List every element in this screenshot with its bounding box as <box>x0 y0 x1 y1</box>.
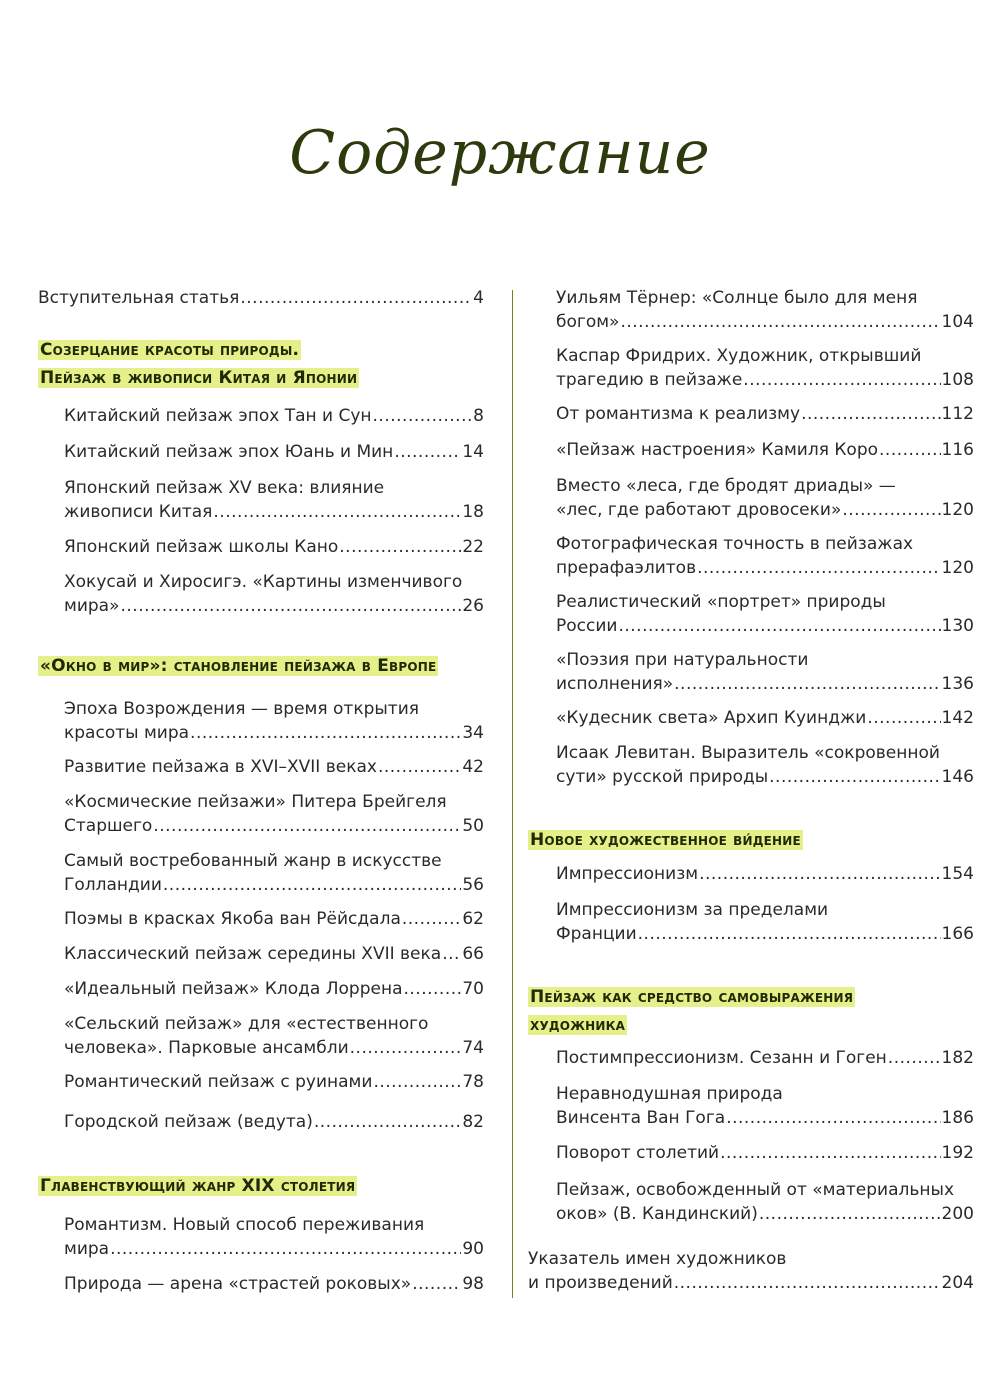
section-heading: Главенствующий жанр XIX столетия <box>40 1176 356 1196</box>
entry-title: «Пейзаж настроения» Камиля Коро <box>556 440 879 460</box>
toc-entry[interactable] <box>64 1110 484 1134</box>
dot-leader <box>394 440 461 464</box>
dot-leader <box>638 922 941 946</box>
entry-title: Неравнодушная природа <box>556 1084 783 1104</box>
entry-title: Романтизм. Новый способ переживания <box>64 1215 425 1235</box>
dot-leader <box>879 438 941 462</box>
entry-title: Городской пейзаж (ведута) <box>64 1112 313 1132</box>
entry-title: Природа — арена «страстей роковых» <box>64 1274 412 1294</box>
entry-title: Китайский пейзаж эпох Юань и Мин <box>64 442 394 462</box>
page-number: 50 <box>462 816 484 836</box>
toc-entry[interactable] <box>64 404 484 428</box>
entry-title: Постимпрессионизм. Сезанн и Гоген <box>556 1048 887 1068</box>
entry-title: Каспар Фридрих. Художник, открывший <box>556 346 922 366</box>
entry-title: «Идеальный пейзаж» Клода Лоррена <box>64 979 403 999</box>
page-number: 56 <box>462 875 484 895</box>
entry-title: «Космические пейзажи» Питера Брейгеля <box>64 792 447 812</box>
toc-entry[interactable] <box>64 790 484 838</box>
dot-leader <box>120 594 461 618</box>
entry-title: Самый востребованный жанр в искусстве <box>64 851 442 871</box>
page-number: 34 <box>462 723 484 743</box>
entry-title: исполнения» <box>556 674 674 694</box>
toc-entry[interactable] <box>64 977 484 1001</box>
dot-leader <box>350 1036 462 1060</box>
page-number: 116 <box>941 440 974 460</box>
toc-entry[interactable] <box>556 648 974 696</box>
entry-title: сути» русской природы <box>556 767 769 787</box>
entry-title: Исаак Левитан. Выразитель «сокровенной <box>556 743 940 763</box>
toc-entry-intro[interactable] <box>38 286 484 310</box>
page-number: 186 <box>941 1108 974 1128</box>
entry-title: Пейзаж, освобожденный от «материальных <box>556 1180 955 1200</box>
entry-title: Поэмы в красках Якоба ван Рёйсдала <box>64 909 401 929</box>
page-number: 146 <box>941 767 974 787</box>
page-number: 26 <box>462 596 484 616</box>
page-number: 136 <box>941 674 974 694</box>
toc-entry[interactable] <box>556 1141 974 1165</box>
page-number: 108 <box>941 370 974 390</box>
dot-leader <box>240 286 472 310</box>
toc-entry[interactable] <box>556 1082 974 1130</box>
page-number: 42 <box>462 757 484 777</box>
entry-title: Классический пейзаж середины XVII века <box>64 944 442 964</box>
toc-entry[interactable] <box>556 590 974 638</box>
toc-entry[interactable] <box>64 1070 484 1094</box>
toc-entry[interactable] <box>64 1012 484 1060</box>
dot-leader <box>620 310 940 334</box>
dot-leader <box>163 873 461 897</box>
toc-entry[interactable] <box>64 440 484 464</box>
entry-title: Вместо «леса, где бродят дриады» — <box>556 476 896 496</box>
entry-title: «Поэзия при натуральности <box>556 650 809 670</box>
dot-leader <box>720 1141 940 1165</box>
dot-leader <box>674 672 940 696</box>
entry-title: «лес, где работают дровосеки» <box>556 500 842 520</box>
entry-title: Вступительная статья <box>38 288 240 308</box>
entry-title: Китайский пейзаж эпох Тан и Сун <box>64 406 372 426</box>
toc-entry[interactable] <box>556 1178 974 1226</box>
dot-leader <box>378 755 461 779</box>
entry-title: человека». Парковые ансамбли <box>64 1038 349 1058</box>
section-heading: Новое художественное ви́дение <box>530 830 801 850</box>
dot-leader <box>402 907 461 931</box>
page-number: 204 <box>941 1273 974 1293</box>
entry-title: и произведений <box>528 1273 673 1293</box>
entry-title: живописи Китая <box>64 502 213 522</box>
page-number: 200 <box>941 1204 974 1224</box>
dot-leader <box>153 814 461 838</box>
page-number: 104 <box>941 312 974 332</box>
entry-title: «Сельский пейзаж» для «естественного <box>64 1014 429 1034</box>
toc-entry[interactable] <box>556 344 974 392</box>
entry-title: прерафаэлитов <box>556 558 697 578</box>
entry-title: Японский пейзаж XV века: влияние <box>64 478 385 498</box>
page-number: 70 <box>462 979 484 999</box>
page-title: Содержание <box>289 118 711 188</box>
page-number: 154 <box>941 864 974 884</box>
toc-entry[interactable] <box>556 286 974 334</box>
page-number: 120 <box>941 500 974 520</box>
toc-entry[interactable] <box>556 438 974 462</box>
toc-entry[interactable] <box>64 907 484 931</box>
entry-title: Франции <box>556 924 637 944</box>
page-number: 98 <box>462 1274 484 1294</box>
toc-entry[interactable] <box>64 535 484 559</box>
entry-title: оков» (В. Кандинский) <box>556 1204 758 1224</box>
entry-title: Романтический пейзаж с руинами <box>64 1072 373 1092</box>
dot-leader <box>442 942 461 966</box>
entry-title: Поворот столетий <box>556 1143 720 1163</box>
entry-title: Указатель имен художников <box>528 1249 787 1269</box>
entry-title: красоты мира <box>64 723 190 743</box>
page-number: 74 <box>462 1038 484 1058</box>
toc-entry[interactable] <box>556 741 974 789</box>
toc-entry[interactable] <box>556 862 974 886</box>
page-number: 130 <box>941 616 974 636</box>
toc-entry[interactable] <box>556 532 974 580</box>
page-number: 142 <box>941 708 974 728</box>
entry-title: мира» <box>64 596 120 616</box>
entry-title: России <box>556 616 618 636</box>
dot-leader <box>699 862 940 886</box>
entry-title: Старшего <box>64 816 153 836</box>
dot-leader <box>769 765 940 789</box>
dot-leader <box>373 404 473 428</box>
dot-leader <box>339 535 461 559</box>
dot-leader <box>373 1070 461 1094</box>
dot-leader <box>404 977 462 1001</box>
entry-title: От романтизма к реализму <box>556 404 801 424</box>
dot-leader <box>759 1202 941 1226</box>
page-number: 8 <box>473 406 484 426</box>
toc-entry[interactable] <box>556 474 974 522</box>
dot-leader <box>743 368 940 392</box>
page-number: 4 <box>473 288 484 308</box>
entry-title: Развитие пейзажа в XVI–XVII веках <box>64 757 377 777</box>
dot-leader <box>801 402 940 426</box>
section-heading: Созерцание красоты природы. Пейзаж в живописи Китая и Японии <box>40 340 358 388</box>
toc-entry[interactable] <box>64 1272 484 1296</box>
page-number: 14 <box>462 442 484 462</box>
page-number: 192 <box>941 1143 974 1163</box>
page-number: 18 <box>462 502 484 522</box>
dot-leader <box>697 556 940 580</box>
entry-title: Японский пейзаж школы Кано <box>64 537 339 557</box>
dot-leader <box>314 1110 462 1134</box>
entry-title: «Кудесник света» Архип Куинджи <box>556 708 867 728</box>
entry-title: Винсента Ван Гога <box>556 1108 726 1128</box>
page-number: 166 <box>941 924 974 944</box>
entry-title: богом» <box>556 312 620 332</box>
toc-entry[interactable] <box>64 476 484 524</box>
dot-leader <box>618 614 940 638</box>
entry-title: Голландии <box>64 875 162 895</box>
toc-entry[interactable] <box>556 1046 974 1070</box>
toc-entry-index[interactable] <box>528 1247 974 1295</box>
toc-entry[interactable] <box>64 570 484 618</box>
toc-entry[interactable] <box>556 898 974 946</box>
entry-title: Импрессионизм <box>556 864 699 884</box>
dot-leader <box>110 1237 461 1261</box>
page-number: 62 <box>462 909 484 929</box>
page-number: 78 <box>462 1072 484 1092</box>
dot-leader <box>213 500 461 524</box>
section-heading: «Окно в мир»: становление пейзажа в Европе <box>40 656 437 676</box>
toc-entry[interactable] <box>556 706 974 730</box>
dot-leader <box>190 721 461 745</box>
page-number: 22 <box>462 537 484 557</box>
page-number: 112 <box>941 404 974 424</box>
toc-entry[interactable] <box>64 697 484 745</box>
page-number: 82 <box>462 1112 484 1132</box>
page-number: 66 <box>462 944 484 964</box>
dot-leader <box>842 498 940 522</box>
page-number: 182 <box>941 1048 974 1068</box>
toc-entry[interactable] <box>556 402 974 426</box>
entry-title: Эпоха Возрождения — время открытия <box>64 699 419 719</box>
section-heading: Пейзаж как средство самовыражения художника <box>530 987 854 1035</box>
entry-title: Фотографическая точность в пейзажах <box>556 534 914 554</box>
column-divider <box>512 290 513 1298</box>
entry-title: трагедию в пейзаже <box>556 370 743 390</box>
entry-title: Импрессионизм за пределами <box>556 900 829 920</box>
dot-leader <box>412 1272 461 1296</box>
dot-leader <box>888 1046 941 1070</box>
dot-leader <box>674 1271 941 1295</box>
toc-entry[interactable] <box>64 1213 484 1261</box>
dot-leader <box>726 1106 940 1130</box>
entry-title: Уильям Тёрнер: «Солнце было для меня <box>556 288 918 308</box>
entry-title: Реалистический «портрет» природы <box>556 592 886 612</box>
dot-leader <box>867 706 940 730</box>
entry-title: мира <box>64 1239 110 1259</box>
toc-entry[interactable] <box>64 942 484 966</box>
entry-title: Хокусай и Хиросигэ. «Картины изменчивого <box>64 572 463 592</box>
toc-entry[interactable] <box>64 755 484 779</box>
toc-entry[interactable] <box>64 849 484 897</box>
page-number: 120 <box>941 558 974 578</box>
page-number: 90 <box>462 1239 484 1259</box>
